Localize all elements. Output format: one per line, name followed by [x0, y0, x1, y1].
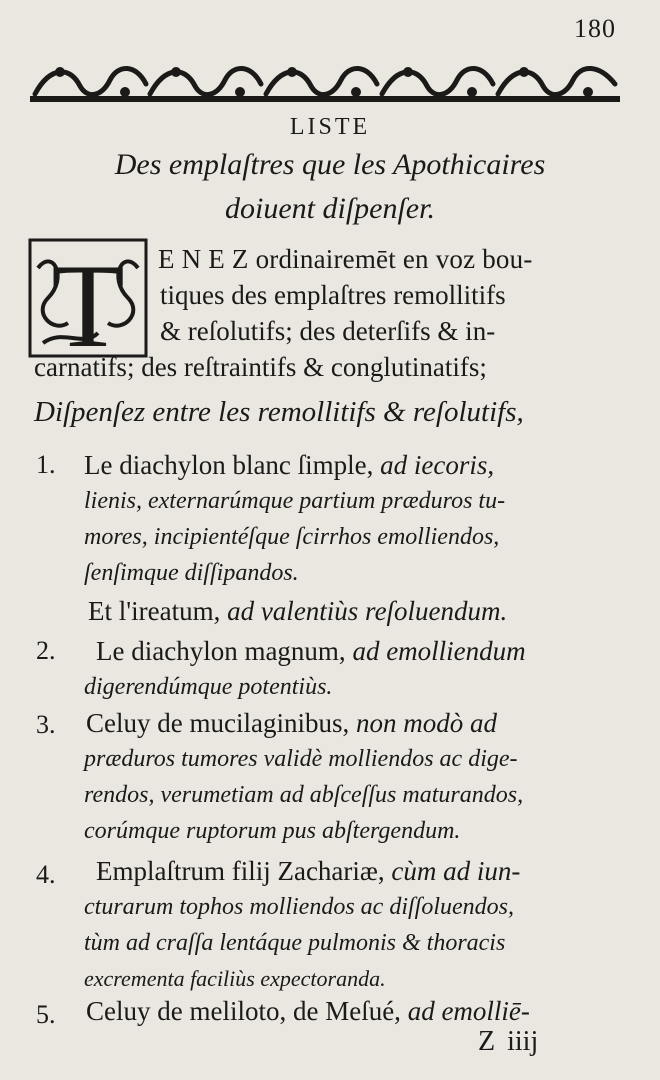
- subtitle-line-1: Des emplaſtres que les Apothicaires: [114, 148, 546, 181]
- intro-line-2: tiques des emplaſtres remollitifs: [160, 280, 506, 310]
- item-number: 4.: [36, 860, 56, 889]
- item-2-line-1: Le diachylon magnum, ad emolliendum: [96, 636, 526, 666]
- list-heading: LISTE: [289, 114, 371, 140]
- item-3-line-2: præduros tumores validè molliendos ac dige-: [84, 746, 518, 772]
- item-4-line-2: cturarum tophos molliendos ac diſſoluendos,: [84, 894, 514, 920]
- item-1-line-1: Le diachylon blanc ſimple, ad iecoris,: [84, 450, 495, 480]
- item-3-line-4: corúmque ruptorum pus abſtergendum.: [84, 818, 461, 844]
- svg-text:T: T: [51, 239, 125, 358]
- item-4-line-4: excrementa faciliùs expectoranda.: [84, 966, 386, 991]
- section-heading: Diſpenſez entre les remollitifs & reſolutifs,: [34, 396, 524, 428]
- subtitle-line-2: doiuent diſpenſer.: [225, 192, 435, 225]
- item-4-line-3: tùm ad craſſa lentáque pulmonis & thoracis: [84, 930, 506, 956]
- item-3-line-3: rendos, verumetiam ad abſceſſus maturandos,: [84, 782, 524, 808]
- item-4-line-1: Emplaſtrum filij Zachariæ, cùm ad iun-: [96, 856, 521, 886]
- item-number: 5.: [36, 1000, 56, 1029]
- item-2-line-2: digerendúmque potentiùs.: [84, 674, 333, 700]
- signature-mark: Z iiij: [478, 1026, 539, 1057]
- item-1-line-5: Et l'ireatum, ad valentiùs reſoluendum.: [88, 596, 508, 626]
- decorated-dropcap-t: [28, 238, 148, 358]
- item-number: 1.: [36, 450, 56, 479]
- ornamental-headpiece: [30, 56, 620, 104]
- item-1-line-3: mores, incipientéſque ſcirrhos emolliendos,: [84, 524, 500, 550]
- item-5-line-1: Celuy de meliloto, de Meſué, ad emolliē-: [86, 996, 530, 1026]
- intro-line-3: & reſolutifs; des deterſifs & in-: [160, 316, 496, 346]
- item-number: 2.: [36, 636, 56, 665]
- intro-line-1: E N E Z ordinairemēt en voz bou-: [158, 244, 533, 274]
- item-1-line-2: lienis, externarúmque partium præduros tu-: [84, 488, 506, 514]
- page-number: 180: [574, 14, 616, 43]
- item-3-line-1: Celuy de mucilaginibus, non modò ad: [86, 708, 497, 738]
- item-1-line-4: ſenſimque diſſipandos.: [84, 560, 299, 586]
- item-number: 3.: [36, 710, 56, 739]
- intro-line-4: carnatifs; des reſtraintifs & conglutinatifs;: [34, 352, 487, 382]
